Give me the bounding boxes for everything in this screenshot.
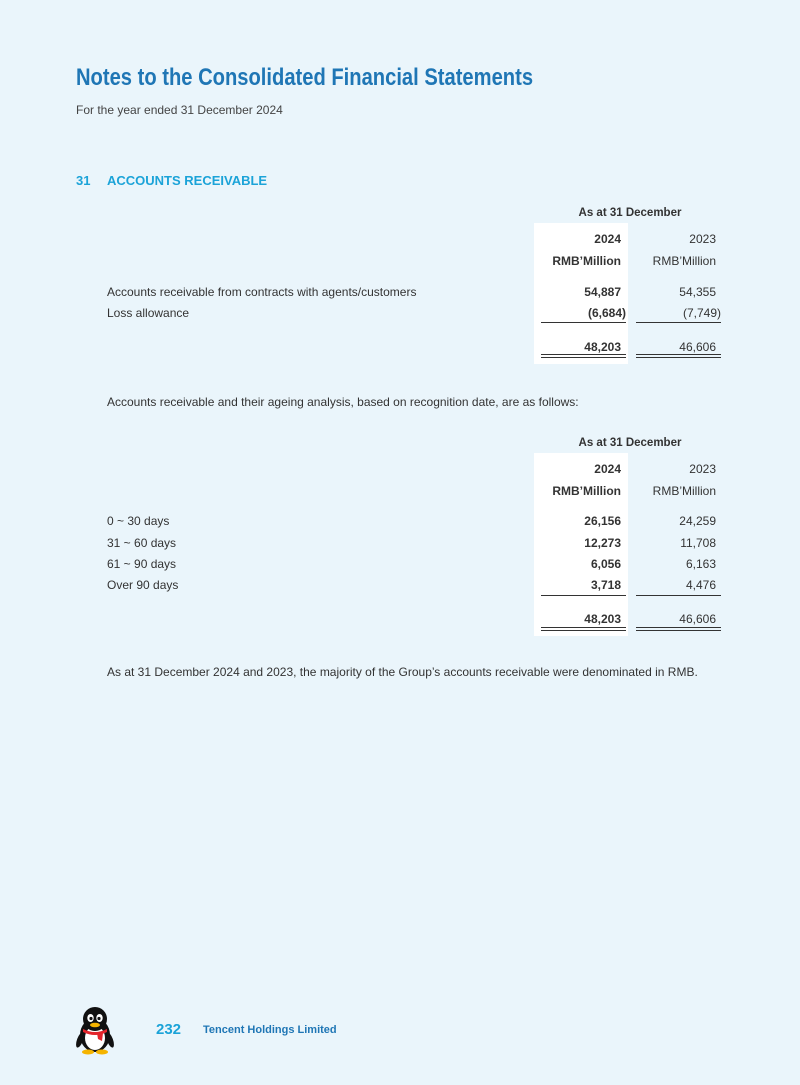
total-2023: 46,606: [679, 612, 716, 626]
value-2024: 12,273: [584, 536, 621, 550]
row-label: 31 ~ 60 days: [107, 536, 177, 550]
page-number: 232: [156, 1021, 182, 1038]
total-2024: 48,203: [584, 340, 621, 354]
value-2024: 26,156: [584, 514, 621, 528]
subtotal-rule: [541, 595, 626, 596]
subtotal-rule: [541, 322, 626, 323]
column-header-2023: 2023: [689, 232, 716, 246]
total-double-rule: [636, 354, 721, 358]
ageing-intro-paragraph: Accounts receivable and their ageing analysis, based on recognition date, are as follows:: [107, 395, 579, 409]
unit-header-2024: RMB’Million: [552, 484, 621, 498]
column-header-2024: 2024: [594, 462, 621, 476]
column-header-2023: 2023: [689, 462, 716, 476]
row-label: Over 90 days: [107, 578, 179, 592]
value-2023: 24,259: [679, 514, 716, 528]
unit-header-2024: RMB’Million: [552, 254, 621, 268]
section-number: 31: [76, 173, 91, 188]
subtotal-rule: [636, 595, 721, 596]
row-label: Accounts receivable from contracts with agents/customers: [107, 285, 417, 299]
total-2024: 48,203: [584, 612, 621, 626]
value-2023: 11,708: [680, 536, 716, 550]
column-header-2024: 2024: [594, 232, 621, 246]
company-name: Tencent Holdings Limited: [203, 1024, 337, 1036]
row-label: 61 ~ 90 days: [107, 557, 177, 571]
row-label: 0 ~ 30 days: [107, 514, 170, 528]
page-subtitle: For the year ended 31 December 2024: [76, 103, 283, 117]
total-double-rule: [541, 354, 626, 358]
value-2024: 3,718: [590, 578, 621, 592]
total-double-rule: [636, 627, 721, 631]
currency-note-paragraph: As at 31 December 2024 and 2023, the majority of the Group’s accounts receivable were denominated in RMB.: [107, 665, 698, 679]
value-2023: 6,163: [685, 557, 716, 571]
total-2023: 46,606: [679, 340, 716, 354]
value-2024: 6,056: [590, 557, 621, 571]
value-2024: (6,684): [587, 306, 626, 320]
value-2023: 54,355: [679, 285, 716, 299]
page-title: Notes to the Consolidated Financial Statements: [76, 64, 534, 91]
table-group-header: As at 31 December: [578, 207, 682, 219]
value-2024: 54,887: [584, 285, 621, 299]
value-2023: (7,749): [682, 306, 721, 320]
total-double-rule: [541, 627, 626, 631]
value-2023: 4,476: [685, 578, 716, 592]
unit-header-2023: RMB’Million: [652, 254, 716, 268]
table-group-header: As at 31 December: [578, 437, 682, 449]
penguin-logo-icon: [74, 1005, 116, 1055]
row-label: Loss allowance: [107, 306, 190, 320]
subtotal-rule: [636, 322, 721, 323]
unit-header-2023: RMB’Million: [652, 484, 716, 498]
section-title: ACCOUNTS RECEIVABLE: [107, 173, 268, 188]
